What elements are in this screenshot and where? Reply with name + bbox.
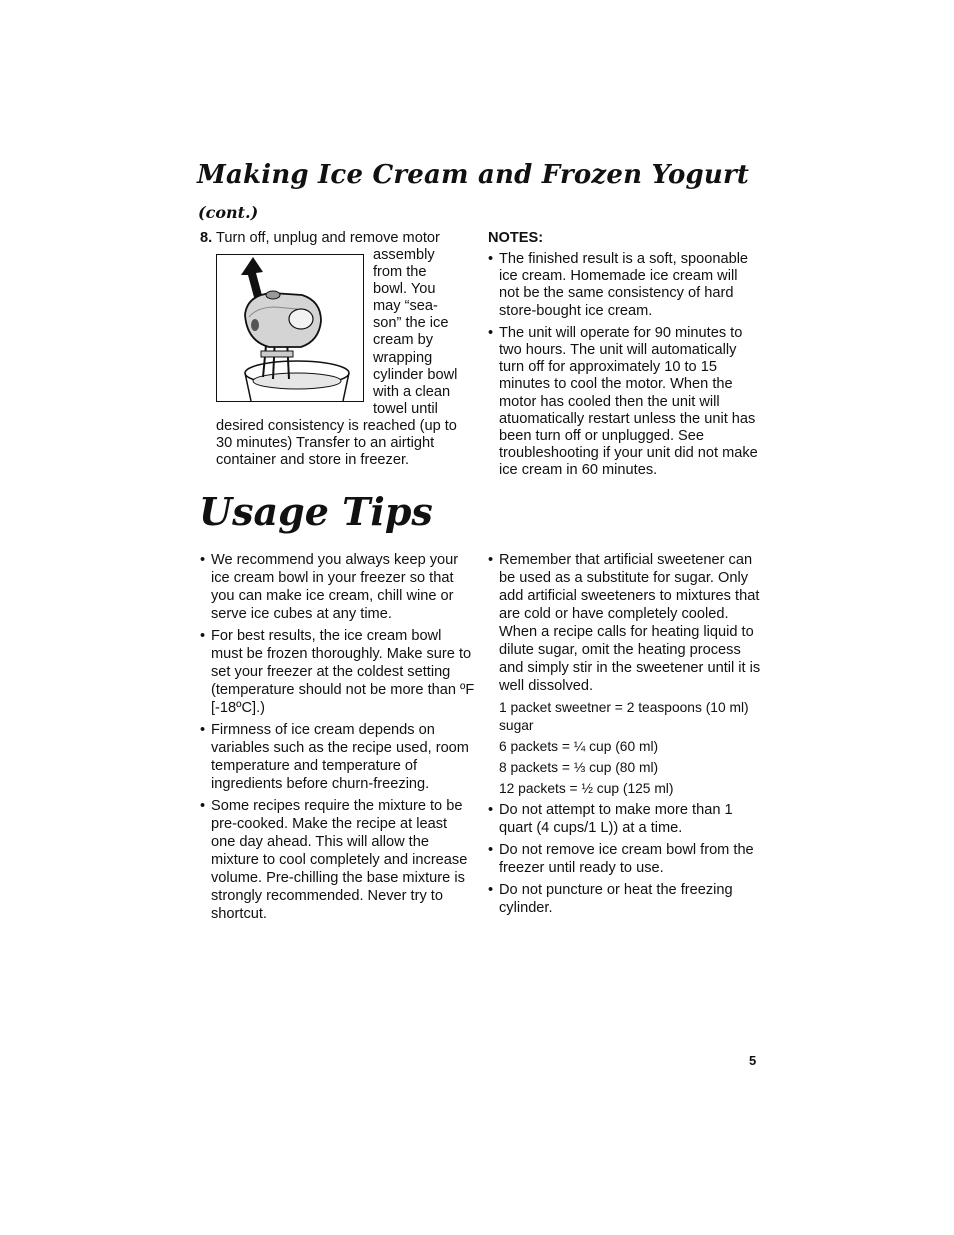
step-text: Turn off, unplug and remove motor	[215, 230, 440, 246]
step-8-continuation: desired consistency is reached (up to 30 minutes) Transfer to an airtight container and store in freezer.	[216, 418, 457, 469]
step-line: towel until	[373, 400, 438, 417]
tip-item: • Some recipes require the mixture to be pre-cooked. Make the recipe at least one day ahead. This will allow the mixture to cool completely and increase volume. Pre-chilling the base mixture is strongly recommended. Never try to shortcut.	[200, 797, 475, 923]
step-8-wrap-text	[373, 247, 473, 418]
step-line: son” the ice	[373, 315, 449, 332]
step-8-first-line	[200, 230, 440, 247]
section-title: Making Ice Cream and Frozen Yogurt	[197, 160, 750, 190]
step-line: assembly	[373, 247, 435, 263]
step-line: from the	[373, 264, 427, 281]
usage-tips-right-column	[488, 551, 763, 921]
step-line: with a clean	[373, 383, 451, 400]
step-line: may “sea-	[373, 298, 438, 315]
tip-item: • Do not puncture or heat the freezing cylinder.	[488, 881, 763, 917]
step-line: cream by	[373, 332, 434, 349]
motor-removal-illustration	[216, 254, 364, 402]
step-line: wrapping	[373, 349, 433, 366]
conversion-line: 12 packets = ½ cup (125 ml)	[499, 781, 674, 796]
usage-tips-right-list-bottom	[488, 801, 763, 917]
usage-tips-title: Usage Tips	[199, 489, 433, 534]
tip-item: • Firmness of ice cream depends on variables such as the recipe used, room temperature and temperature of ingredients before churn-freezing.	[200, 721, 475, 793]
sweetener-conversions	[488, 699, 763, 798]
usage-tips-left-list	[200, 551, 475, 927]
notes-heading: NOTES:	[488, 230, 544, 246]
tip-item: • Do not remove ice cream bowl from the freezer until ready to use.	[488, 841, 763, 877]
section-subtitle: (cont.)	[198, 203, 259, 222]
tip-item: • Do not attempt to make more than 1 quart (4 cups/1 L)) at a time.	[488, 801, 763, 837]
step-number: 8.	[200, 230, 213, 246]
conversion-line: 8 packets = ⅓ cup (80 ml)	[499, 760, 659, 775]
motor-removal-icon	[217, 255, 363, 401]
usage-tips-right-list-top	[488, 551, 763, 695]
note-item: • The unit will operate for 90 minutes to two hours. The unit will automatically turn off for approximately 10 to 15 minutes to cool the motor. When the motor has cooled then the unit will atuomatically restart unless the unit has been turn off or unplugged. See troubleshooting if your unit did not make ice cream in 60 minutes.	[488, 325, 760, 480]
notes-list	[488, 251, 760, 485]
tip-item: • Remember that artificial sweetener can be used as a substitute for sugar. Only add artificial sweeteners to mixtures that are cold or have completely cooled. When a recipe calls for heating liquid to dilute sugar, omit the heating process and simply stir in the sweetener until it is well dissolved.	[488, 551, 763, 695]
conversion-line: 6 packets = ¼ cup (60 ml)	[499, 739, 659, 754]
tip-item: • We recommend you always keep your ice cream bowl in your freezer so that you can make ice cream, chill wine or serve ice cubes at any time.	[200, 551, 475, 623]
conversion-line: 1 packet sweetner = 2 teaspoons (10 ml) sugar	[499, 700, 749, 733]
note-item: • The finished result is a soft, spoonable ice cream. Homemade ice cream will not be the same consistency of hard store-bought ice cream.	[488, 251, 760, 320]
tip-item: • For best results, the ice cream bowl must be frozen thoroughly. Make sure to set your freezer at the coldest setting (temperature should not be more than ºF [-18ºC].)	[200, 627, 475, 717]
step-line: cylinder bowl	[373, 366, 458, 383]
step-line: bowl. You	[373, 281, 436, 298]
page-number: 5	[749, 1053, 757, 1068]
